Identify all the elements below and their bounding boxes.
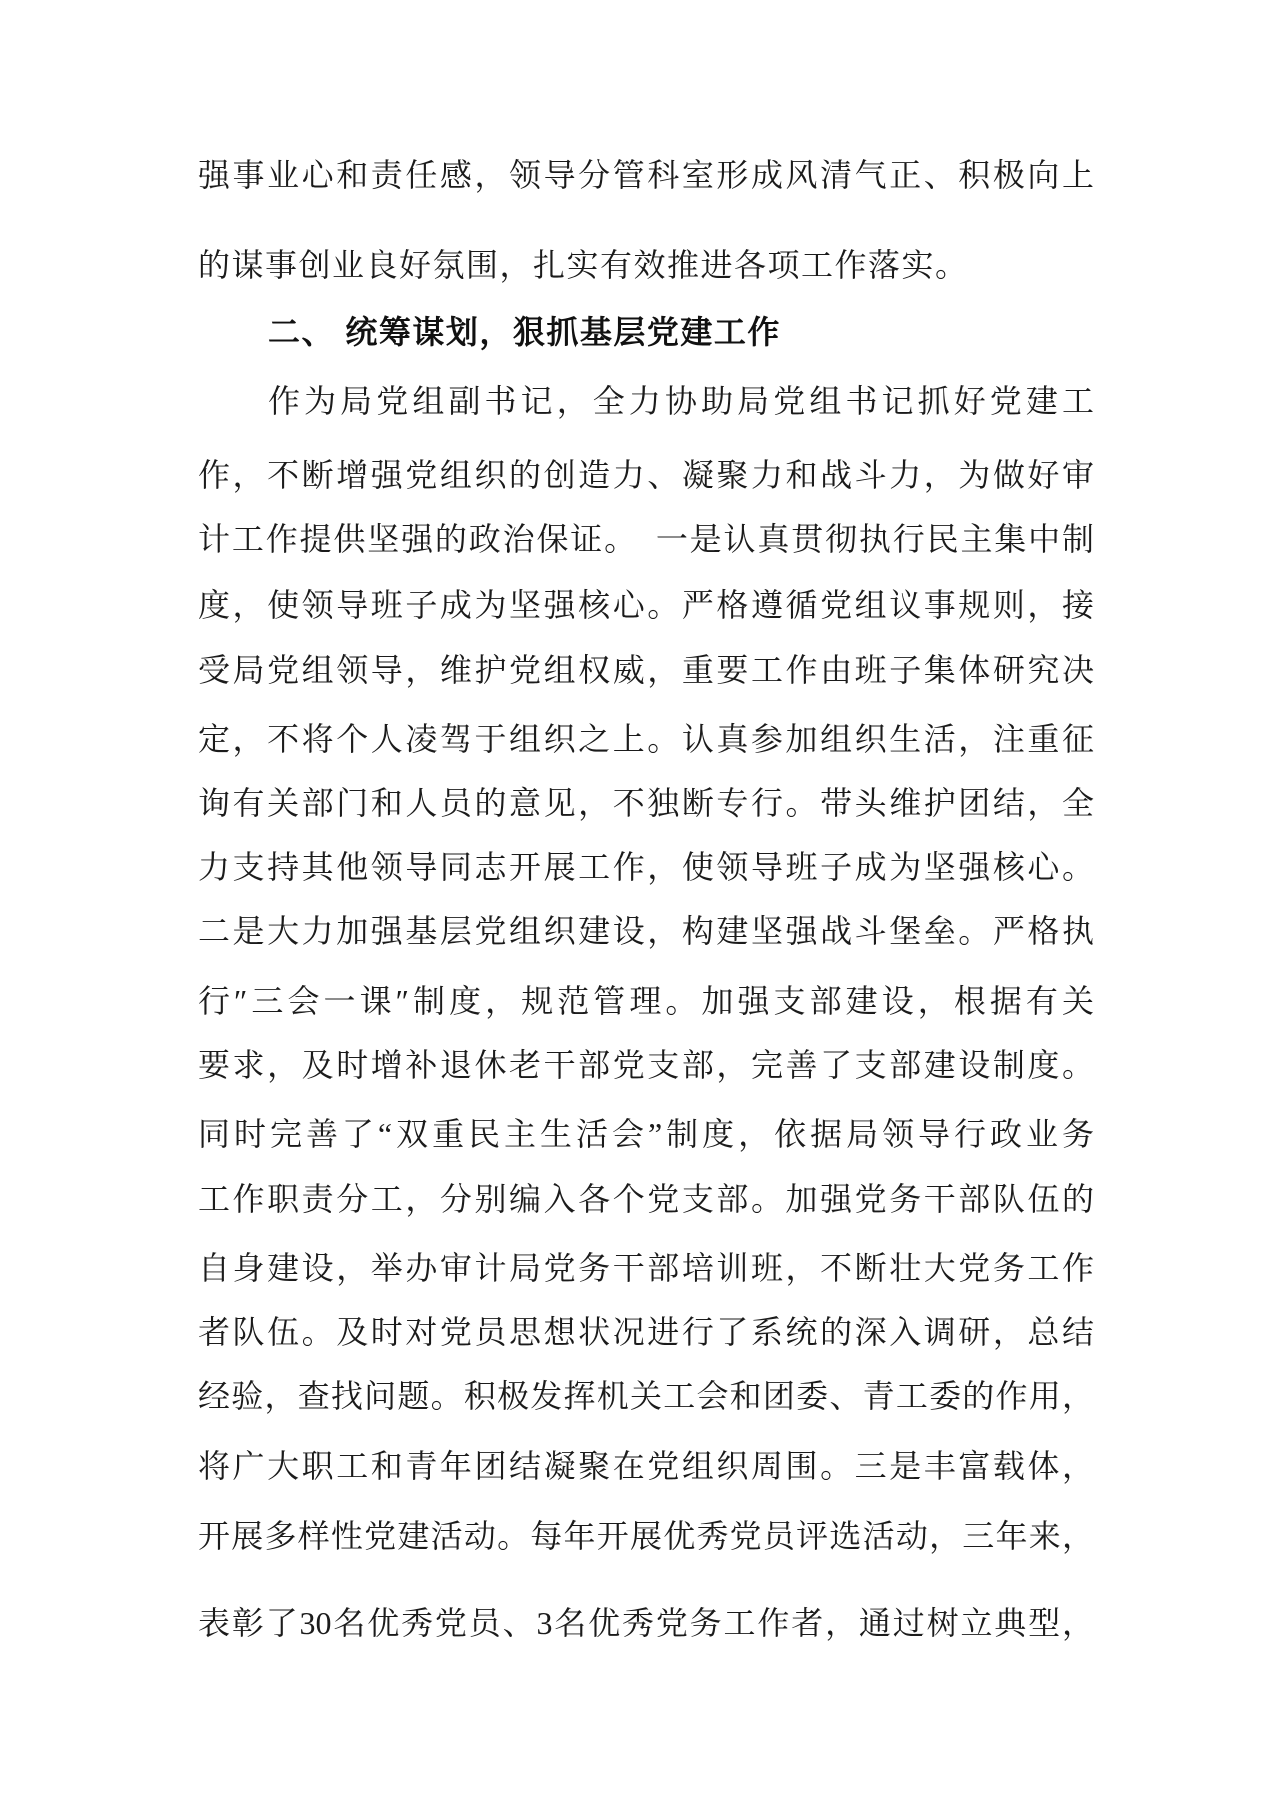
body-text-line: 的谋事创业良好氛围，扎实有效推进各项工作落实。 bbox=[198, 247, 969, 283]
body-text-line: 表彰了30名优秀党员、3名优秀党务工作者，通过树立典型， bbox=[198, 1605, 1094, 1641]
body-text-line: 同时完善了“双重民主生活会”制度，依据局领导行政业务 bbox=[198, 1116, 1094, 1152]
body-text-line: 经验，查找问题。积极发挥机关工会和团委、青工委的作用， bbox=[198, 1378, 1094, 1414]
body-text-line: 定，不将个人凌驾于组织之上。认真参加组织生活，注重征 bbox=[198, 721, 1094, 757]
body-text-line: 将广大职工和青年团结凝聚在党组织周围。三是丰富载体， bbox=[198, 1448, 1094, 1484]
body-text-line: 度，使领导班子成为坚强核心。严格遵循党组议事规则，接 bbox=[198, 587, 1094, 623]
section-heading: 二、 统筹谋划，狠抓基层党建工作 bbox=[268, 314, 781, 350]
body-text-line: 询有关部门和人员的意见，不独断专行。带头维护团结，全 bbox=[198, 785, 1094, 821]
body-text-line: 作，不断增强党组织的创造力、凝聚力和战斗力，为做好审 bbox=[198, 457, 1094, 493]
body-text-line: 强事业心和责任感，领导分管科室形成风清气正、积极向上 bbox=[198, 157, 1094, 193]
body-text-line: 自身建设，举办审计局党务干部培训班，不断壮大党务工作 bbox=[198, 1250, 1094, 1286]
body-text-line: 者队伍。及时对党员思想状况进行了系统的深入调研，总结 bbox=[198, 1314, 1094, 1350]
body-text-line: 要求，及时增补退休老干部党支部，完善了支部建设制度。 bbox=[198, 1047, 1094, 1083]
body-text-line: 开展多样性党建活动。每年开展优秀党员评选活动，三年来， bbox=[198, 1518, 1094, 1554]
paragraph-first-line: 作为局党组副书记，全力协助局党组书记抓好党建工 bbox=[268, 383, 1094, 419]
body-text-line: 行″三会一课″制度，规范管理。加强支部建设，根据有关 bbox=[198, 983, 1094, 1019]
body-text-line: 受局党组领导，维护党组权威，重要工作由班子集体研究决 bbox=[198, 652, 1094, 688]
body-text-line: 工作职责分工，分别编入各个党支部。加强党务干部队伍的 bbox=[198, 1181, 1094, 1217]
body-text-line: 二是大力加强基层党组织建设，构建坚强战斗堡垒。严格执 bbox=[198, 913, 1094, 949]
body-text-line: 计工作提供坚强的政治保证。 一是认真贯彻执行民主集中制 bbox=[198, 521, 1094, 557]
body-text-line: 力支持其他领导同志开展工作，使领导班子成为坚强核心。 bbox=[198, 849, 1094, 885]
